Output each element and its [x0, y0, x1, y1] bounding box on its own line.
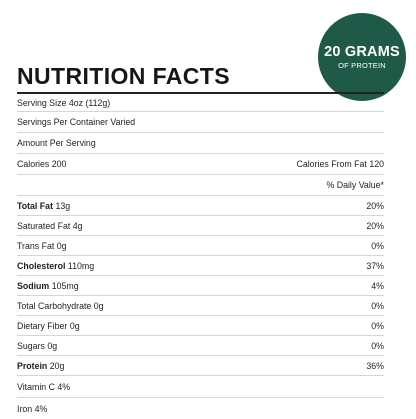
protein-badge — [318, 13, 406, 101]
nutrient-name: Protein — [17, 360, 48, 371]
nutrient-amount: 13g — [55, 200, 71, 211]
vitamin-row-vitamin-c — [17, 376, 384, 398]
page-title: NUTRITION FACTS — [17, 63, 230, 89]
nutrient-amount: 0g — [69, 320, 80, 331]
nutrient-row-cholesterol — [17, 256, 384, 276]
daily-value-header-row — [17, 175, 384, 196]
nutrition-panel — [17, 92, 384, 419]
nutrient-row-dietary-fiber — [17, 316, 384, 336]
nutrient-name: Dietary Fiber — [17, 320, 68, 331]
nutrient-amount: 105mg — [51, 280, 79, 291]
nutrient-amount: 0g — [56, 240, 67, 251]
badge-sub-text: OF PROTEIN — [338, 60, 386, 70]
amount-per-serving-row — [17, 133, 384, 154]
nutrient-row-total-carbohydrate — [17, 296, 384, 316]
nutrient-name: Saturated Fat — [17, 220, 71, 231]
serving-size-row — [17, 92, 384, 112]
nutrient-name: Sugars — [17, 340, 45, 351]
nutrient-row-saturated-fat — [17, 216, 384, 236]
nutrient-amount: 0g — [93, 300, 104, 311]
vitamin-text: Iron 4% — [17, 403, 48, 414]
nutrient-dv: 0% — [371, 340, 384, 351]
nutrient-amount: 110mg — [67, 260, 95, 271]
nutrient-amount: 20g — [49, 360, 65, 371]
nutrient-row-total-fat — [17, 196, 384, 216]
nutrient-dv: 4% — [371, 280, 384, 291]
calories-from-fat-text: Calories From Fat 120 — [296, 159, 384, 169]
nutrient-dv: 36% — [366, 360, 384, 371]
calories-row — [17, 154, 384, 175]
nutrient-dv: 20% — [366, 200, 384, 211]
calories-text: Calories 200 — [17, 159, 67, 169]
badge-main-text: 20 GRAMS — [324, 43, 400, 60]
nutrient-row-sugars — [17, 336, 384, 356]
amount-per-serving-text: Amount Per Serving — [17, 138, 96, 148]
serving-size-text: Serving Size 4oz (112g) — [17, 97, 111, 108]
servings-per-container-text: Servings Per Container Varied — [17, 117, 136, 127]
nutrient-dv: 20% — [366, 220, 384, 231]
daily-value-header-text: % Daily Value* — [326, 180, 384, 190]
nutrient-name: Sodium — [17, 280, 50, 291]
nutrient-name: Trans Fat — [17, 240, 55, 251]
nutrient-dv: 0% — [371, 240, 384, 251]
nutrient-name: Cholesterol — [17, 260, 66, 271]
vitamin-text: Vitamin C 4% — [17, 381, 71, 392]
nutrient-dv: 0% — [371, 320, 384, 331]
nutrient-name: Total Carbohydrate — [17, 300, 92, 311]
nutrient-row-protein — [17, 356, 384, 376]
nutrient-row-trans-fat — [17, 236, 384, 256]
nutrient-row-sodium — [17, 276, 384, 296]
nutrient-name: Total Fat — [17, 200, 53, 211]
servings-per-container-row — [17, 112, 384, 133]
nutrient-dv: 0% — [371, 300, 384, 311]
nutrient-dv: 37% — [366, 260, 384, 271]
nutrient-amount: 4g — [72, 220, 83, 231]
nutrient-amount: 0g — [47, 340, 58, 351]
